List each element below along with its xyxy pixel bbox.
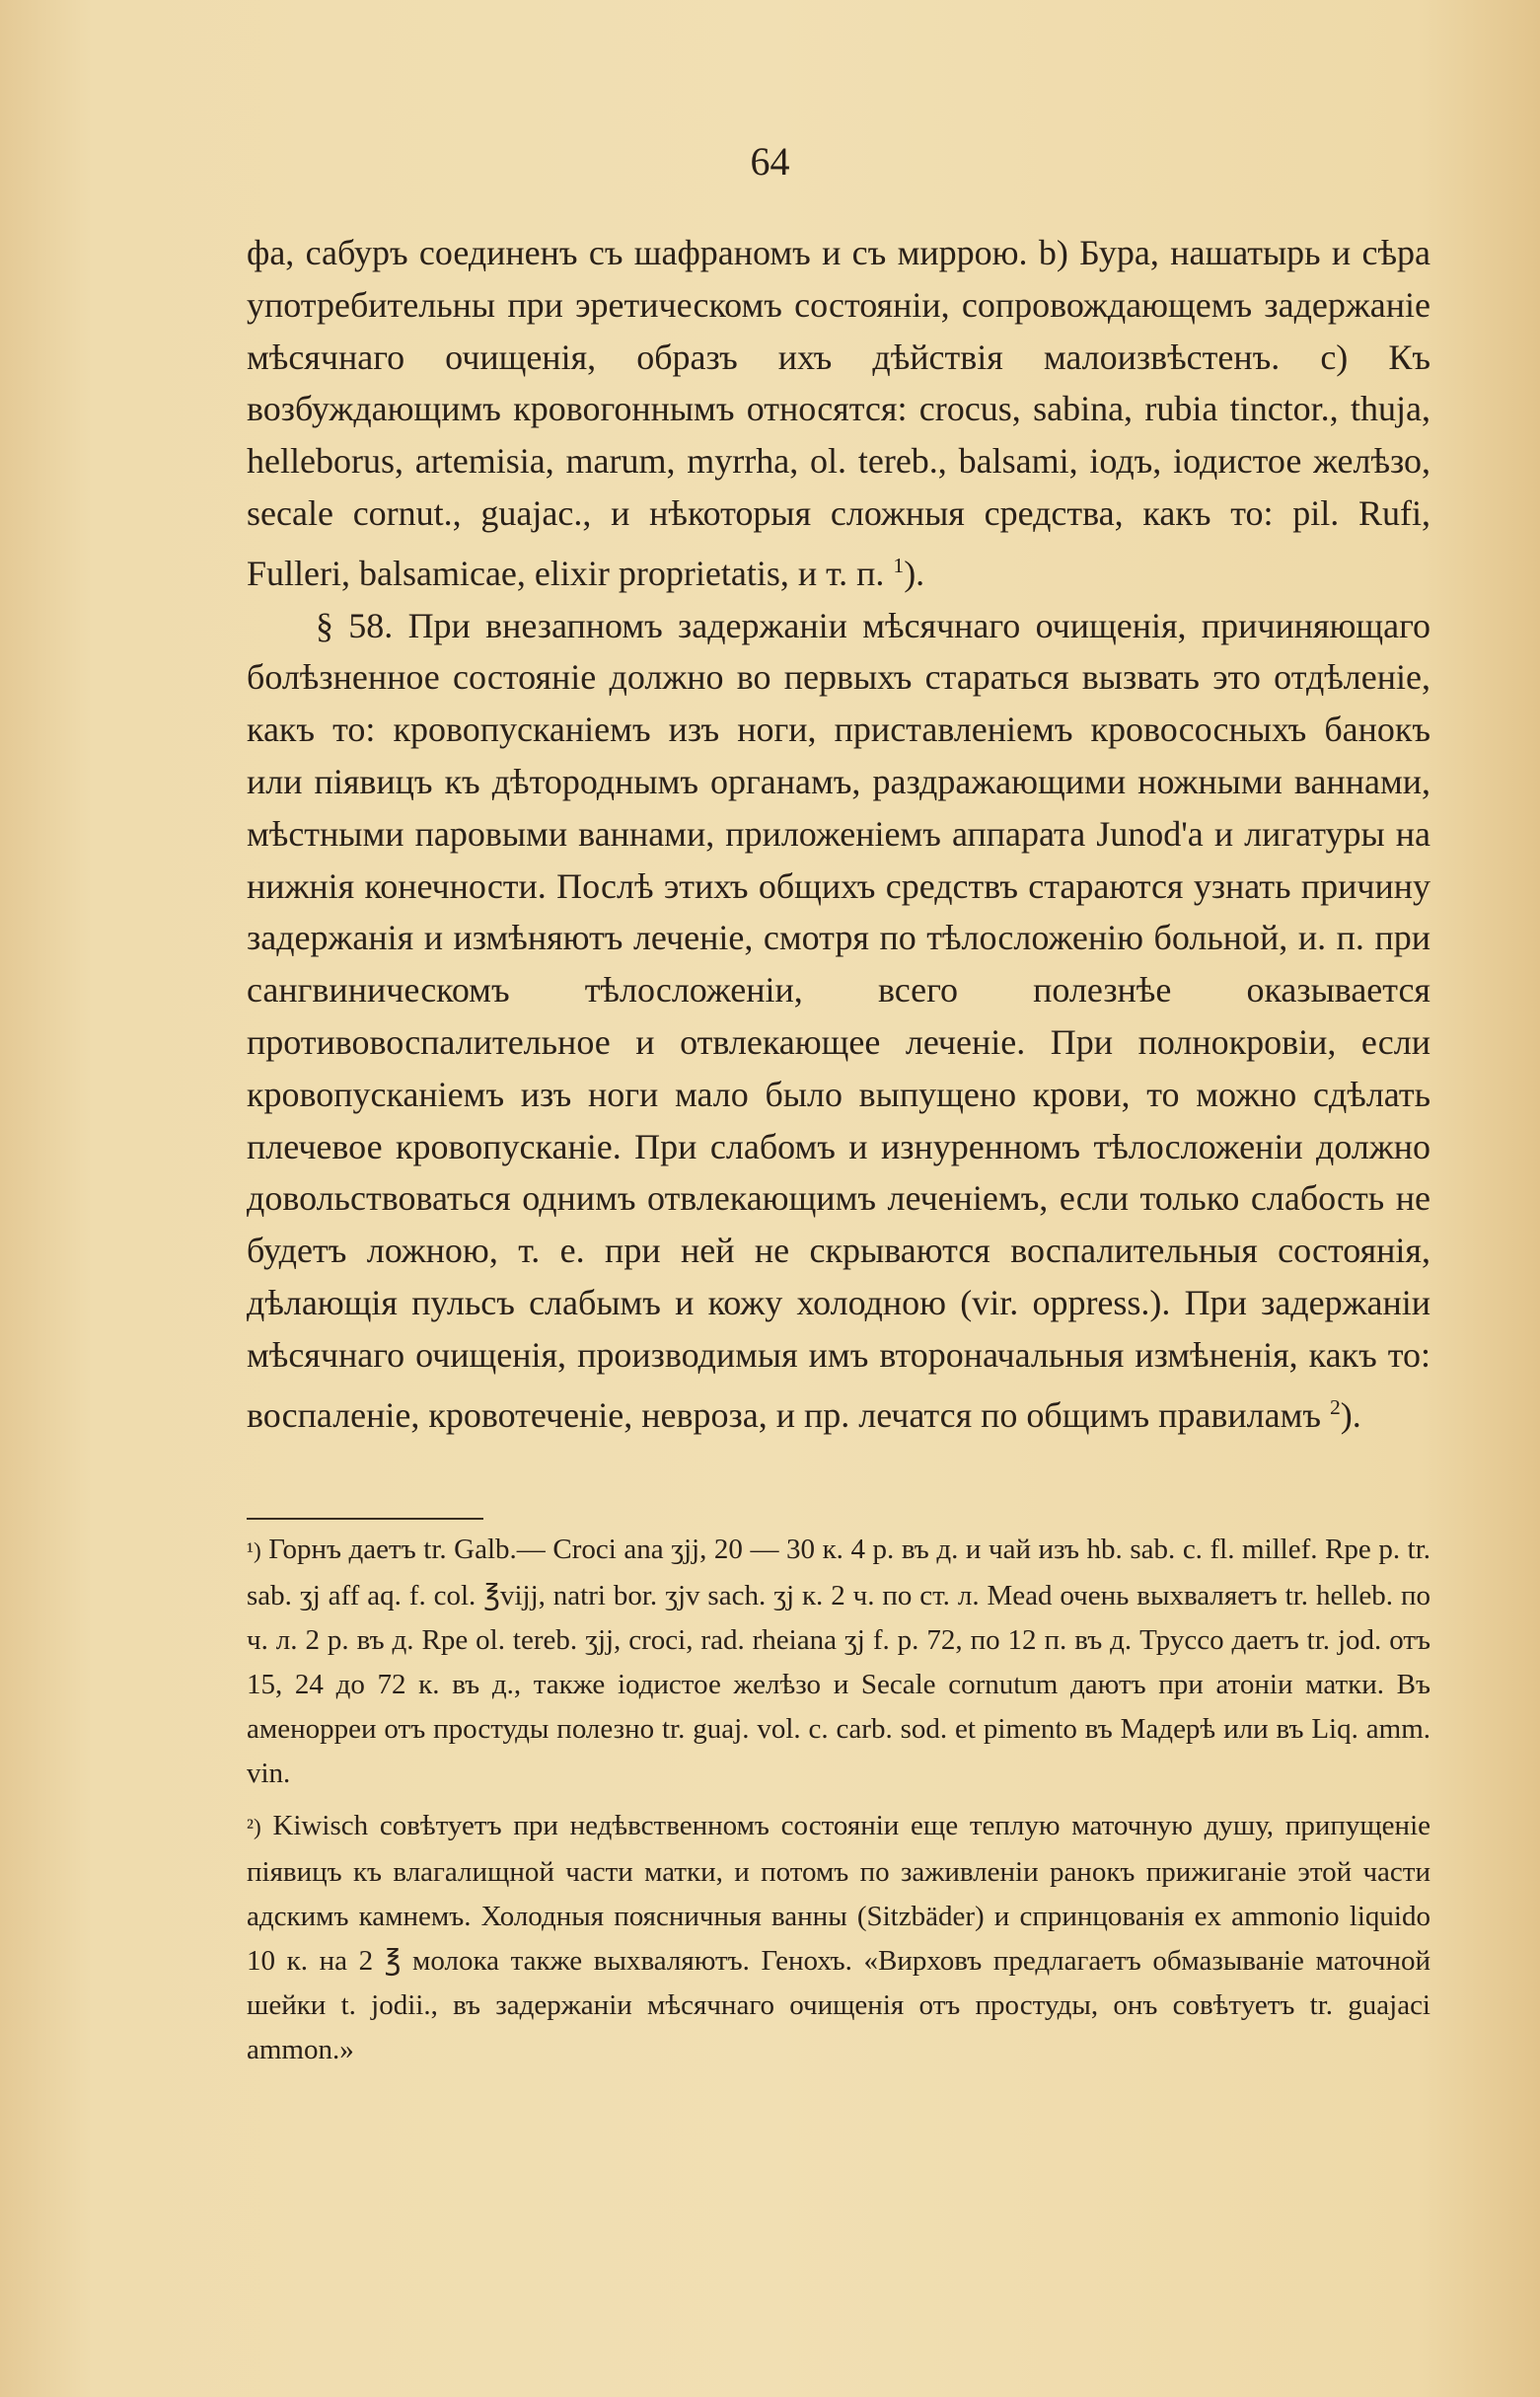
footnote-divider (247, 1518, 483, 1520)
footnote-1-mark: ¹) (247, 1538, 261, 1564)
footnotes (247, 1528, 1430, 2080)
page-number: 64 (750, 139, 790, 184)
paragraph-2-end: ). (1340, 1394, 1361, 1435)
paragraph-1-text: фа, сабуръ соединенъ съ шафраномъ и съ миррою. b) Бура, нашатырь и сѣра употребительны при эретическомъ состояніи, сопровождающемъ задержаніе мѣсячнаго очищенія, образъ ихъ дѣйствія малоизвѣстенъ. c) Къ возбуждающимъ кровогоннымъ относятся: crocus, sabina, rubia tinctor., thuja, helleborus, artemisia, marum, myrrha, ol. tereb., balsami, іодъ, іодистое желѣзо, secale cornut., guajac., и нѣкоторыя сложныя средства, какъ то: pil. Rufi, Fulleri, balsamicae, elixir proprietatis, и т. п. (247, 233, 1430, 593)
paragraph-2-text: § 58. При внезапномъ задержаніи мѣсячнаго очищенія, причиняющаго болѣзненное состояніе должно во первыхъ стараться вызвать это отдѣленіе, какъ то: кровопусканіемъ изъ ноги, приставленіемъ кровососныхъ банокъ или піявицъ къ дѣтороднымъ органамъ, раздражающими ножными ваннами, мѣстными паровыми ваннами, приложеніемъ аппарата Junod'a и лигатуры на нижнія конечности. Послѣ этихъ общихъ средствъ стараются узнать причину задержанія и измѣняютъ леченіе, смотря по тѣлосложенію больной, и. п. при сангвиническомъ тѣлосложеніи, всего полезнѣе оказывается противовоспалительное и отвлекающее леченіе. При полнокровіи, если кровопусканіемъ изъ ноги мало было выпущено крови, то можно сдѣлать плечевое кровопусканіе. При слабомъ и изнуренномъ тѣлосложеніи должно довольствоваться однимъ отвлекающимъ леченіемъ, если только слабость не будетъ ложною, т. е. при ней не скрываются воспалительныя состоянія, дѣлающія пульсъ слабымъ и кожу холодною (vir. oppress.). При задержаніи мѣсячнаго очищенія, производимыя имъ второначальныя измѣненія, какъ то: воспаленіе, кровотеченіе, невроза, и пр. лечатся по общимъ правиламъ (247, 605, 1430, 1435)
footnote-ref-1: 1 (893, 553, 905, 577)
paragraph-1-end: ). (904, 553, 925, 593)
paragraph-section-58 (247, 600, 1430, 1442)
footnote-2-text: Kiwisch совѣтуетъ при недѣвственномъ состояніи еще теплую маточную душу, припущеніе піявицъ къ влагалищной части матки, и потомъ по заживленіи ранокъ прижиганіе этой части адскимъ камнемъ. Холодныя поясничныя ванны (Sitzbäder) и спринцованія ex ammonio liquido 10 к. на 2 ℥ молока также выхваляютъ. Генохъ. «Вирховъ предлагаетъ обмазываніе маточной шейки t. jodii., въ задержаніи мѣсячнаго очищенія отъ простуды, онъ совѣтуетъ tr. guajaci ammon.» (247, 1810, 1431, 2065)
main-text (247, 227, 1430, 1441)
footnote-1-text: Горнъ даетъ tr. Galb.— Croci ana ʒjj, 20 — 30 к. 4 р. въ д. и чай изъ hb. sab. c. fl. millef. Rpe р. tr. sab. ʒj aff aq. f. col. ℥vijj, natri bor. ʒjv sach. ʒj к. 2 ч. по ст. л. Mead очень выхваляетъ tr. helleb. по ч. л. 2 р. въ д. Rpe ol. tereb. ʒjj, croci, rad. rheiana ʒj f. p. 72, по 12 п. въ д. Трусco даетъ tr. jod. отъ 15, 24 до 72 к. въ д., также іодистое желѣзо и Secale cornutum даютъ при атоніи матки. Въ аменорреи отъ простуды полезно tr. guaj. vol. c. carb. sod. et pimento въ Мадерѣ или въ Liq. amm. vin. (247, 1534, 1431, 1789)
footnote-2 (247, 1804, 1430, 2072)
footnote-1 (247, 1528, 1430, 1796)
footnote-2-mark: ²) (247, 1815, 261, 1840)
footnote-ref-2: 2 (1329, 1394, 1341, 1419)
paragraph-continued (247, 227, 1430, 600)
